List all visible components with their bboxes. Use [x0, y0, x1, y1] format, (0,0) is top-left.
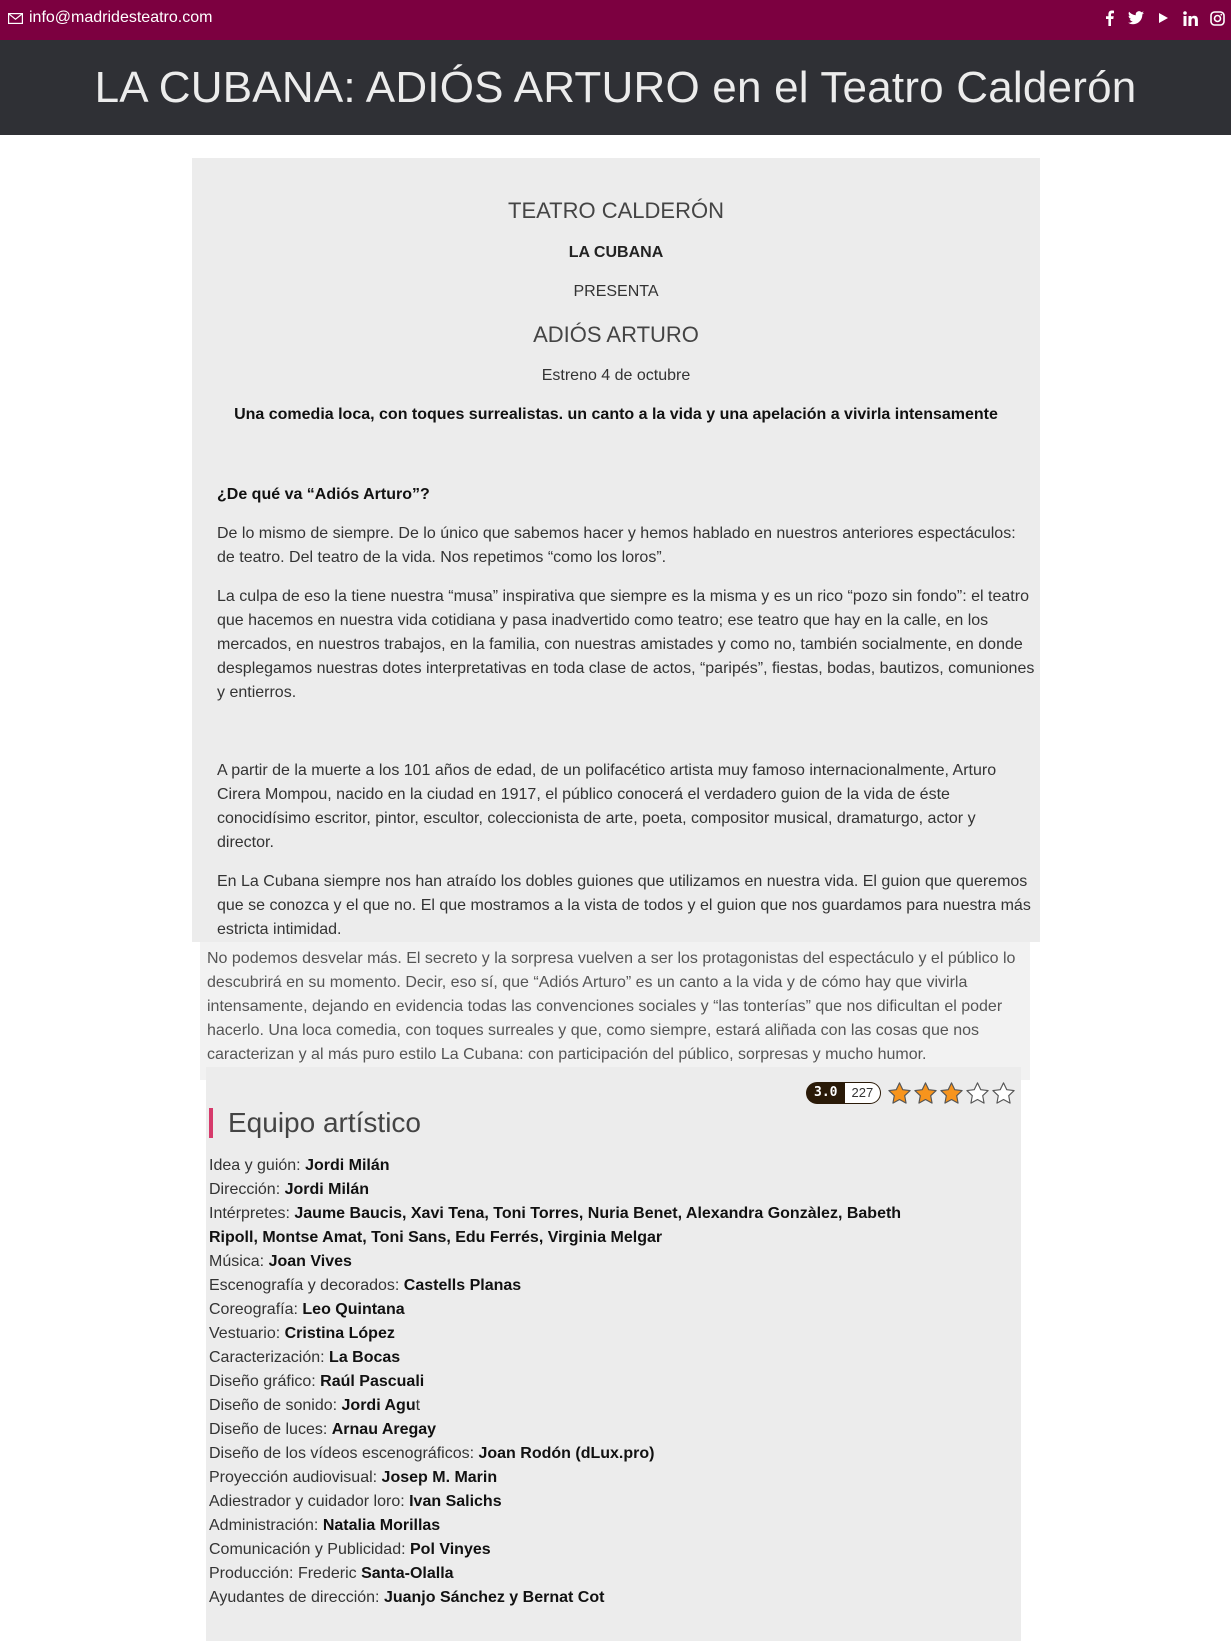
- company-name: LA CUBANA: [568, 244, 664, 261]
- youtube-icon[interactable]: [1155, 10, 1171, 26]
- article-panel: [192, 158, 1040, 942]
- credit-name: Ivan Salichs: [409, 1493, 502, 1510]
- closing-paragraph-box: [200, 942, 1030, 1080]
- credit-item: [209, 1370, 929, 1394]
- credit-item: [209, 1490, 929, 1514]
- rating-count: 227: [845, 1082, 881, 1104]
- credit-item: [209, 1514, 929, 1538]
- credit-item: [209, 1466, 929, 1490]
- facebook-icon[interactable]: [1101, 10, 1117, 26]
- email-text: info@madridesteatro.com: [29, 9, 213, 26]
- paragraph: No podemos desvelar más. El secreto y la sorpresa vuelven a ser los protagonistas del espectáculo y el público lo descubrirá en su momento. Decir, eso sí, que “Adiós Arturo” es un canto a la vida y de cómo hay que vivirla intensamente, dejando en evidencia todas las convenciones sociales y “las tonterías” que nos dificultan el poder hacerlo. Una loca comedia, con toques surreales y que, como siempre, estará aliñada con las cosas que nos caracterizan y al más puro estilo La Cubana: con participación del público, sorpresas y mucho humor.: [207, 950, 1016, 1063]
- top-bar: [0, 0, 1231, 40]
- presents-label: PRESENTA: [573, 283, 659, 300]
- credit-name: Castells Planas: [403, 1277, 522, 1294]
- credit-name: Jordi Milán: [305, 1157, 390, 1174]
- team-heading: Equipo artístico: [209, 1108, 421, 1138]
- credit-name: Jordi Milán: [284, 1181, 370, 1198]
- credit-item: [209, 1274, 929, 1298]
- credits-list: [209, 1154, 929, 1610]
- credit-item: [209, 1202, 929, 1250]
- credit-name: Natalia Morillas: [322, 1517, 441, 1534]
- paragraph: A partir de la muerte a los 101 años de edad, de un polifacético artista muy famoso internacionalmente, Arturo Cirera Mompou, nacido en la ciudad en 1917, el público conocerá el verdadero guion de la vida de éste conocidísimo escritor, pintor, escultor, coleccionista de arte, poeta, compositor musical, dramaturgo, actor y director.: [217, 762, 997, 851]
- paragraph: En La Cubana siempre nos han atraído los dobles guiones que utilizamos en nuestra vida. El guion que queremos que se conozca y el que no. El que mostramos a la vista de todos y el guion que nos guardamos para nuestra más estricta intimidad.: [217, 873, 1031, 938]
- credit-item: [209, 1322, 929, 1346]
- credit-role: Dirección:: [209, 1181, 285, 1198]
- credit-role: Proyección audiovisual:: [209, 1469, 382, 1486]
- rating-widget[interactable]: [806, 1081, 1016, 1105]
- credit-name: Joan Vives: [268, 1253, 352, 1270]
- credit-name: Santa-Olalla: [361, 1565, 454, 1582]
- credit-role: Comunicación y Publicidad:: [209, 1541, 410, 1558]
- star-rating[interactable]: [887, 1081, 1016, 1106]
- credit-role: Producción: Frederic: [209, 1565, 362, 1582]
- credit-role: Idea y guión:: [209, 1157, 306, 1174]
- credit-name: Juanjo Sánchez y Bernat Cot: [383, 1589, 605, 1606]
- credit-role: Escenografía y decorados:: [209, 1277, 404, 1294]
- page-header: [0, 40, 1231, 135]
- question-heading: ¿De qué va “Adiós Arturo”?: [217, 486, 430, 503]
- credit-item: [209, 1298, 929, 1322]
- credit-item: [209, 1418, 929, 1442]
- envelope-icon: [8, 13, 23, 24]
- credit-role: Caracterización:: [209, 1349, 330, 1366]
- credit-role: Diseño de los vídeos escenográficos:: [209, 1445, 479, 1462]
- credit-role: Ayudantes de dirección:: [209, 1589, 384, 1606]
- paragraph: De lo mismo de siempre. De lo único que sabemos hacer y hemos hablado en nuestros anteriores espectáculos: de teatro. Del teatro de la vida. Nos repetimos “como los loros”.: [217, 525, 1016, 566]
- credit-item: [209, 1154, 929, 1178]
- social-links: [1101, 0, 1225, 36]
- rating-score: 3.0: [806, 1082, 845, 1104]
- credit-item: [209, 1178, 929, 1202]
- twitter-icon[interactable]: [1128, 10, 1144, 26]
- credit-item: [209, 1442, 929, 1466]
- credit-name: Joan Rodón (dLux.pro): [478, 1445, 655, 1462]
- premiere-date: Estreno 4 de octubre: [541, 367, 691, 384]
- credit-role: Diseño gráfico:: [209, 1373, 321, 1390]
- star-empty-icon[interactable]: [991, 1081, 1016, 1106]
- credit-name: Arnau Aregay: [331, 1421, 437, 1438]
- credit-role: Diseño de sonido:: [209, 1397, 342, 1414]
- credit-name: Josep M. Marin: [381, 1469, 498, 1486]
- credit-role: Coreografía:: [209, 1301, 303, 1318]
- credit-name: Cristina López: [284, 1325, 395, 1342]
- credit-role: Intérpretes:: [209, 1205, 295, 1222]
- credit-role: Música:: [209, 1253, 269, 1270]
- credit-item: [209, 1538, 929, 1562]
- credit-item: [209, 1250, 929, 1274]
- credit-name-suffix: t: [415, 1397, 421, 1414]
- credit-item: [209, 1346, 929, 1370]
- credit-name: Jordi Agu: [341, 1397, 416, 1414]
- page-title: LA CUBANA: ADIÓS ARTURO en el Teatro Calderón: [94, 62, 1137, 112]
- star-filled-icon[interactable]: [887, 1081, 912, 1106]
- star-filled-icon[interactable]: [939, 1081, 964, 1106]
- tagline: Una comedia loca, con toques surrealistas. un canto a la vida y una apelación a vivirla intensamente: [234, 406, 998, 423]
- credit-name: Leo Quintana: [302, 1301, 405, 1318]
- credit-item: [209, 1586, 929, 1610]
- email-link[interactable]: [8, 0, 212, 36]
- show-title: ADIÓS ARTURO: [533, 322, 699, 347]
- instagram-icon[interactable]: [1209, 10, 1225, 26]
- credit-name: Raúl Pascuali: [320, 1373, 425, 1390]
- credit-name: La Bocas: [329, 1349, 401, 1366]
- theatre-name: TEATRO CALDERÓN: [508, 198, 724, 223]
- star-filled-icon[interactable]: [913, 1081, 938, 1106]
- credit-item: [209, 1562, 929, 1586]
- star-empty-icon[interactable]: [965, 1081, 990, 1106]
- credit-item: [209, 1394, 929, 1418]
- credit-role: Vestuario:: [209, 1325, 285, 1342]
- credit-role: Diseño de luces:: [209, 1421, 332, 1438]
- credit-name: Jaume Baucis, Xavi Tena, Toni Torres, Nuria Benet, Alexandra Gonzàlez, Babeth Ripoll, Montse Amat, Toni Sans, Edu Ferrés, Virginia Melgar: [209, 1205, 902, 1246]
- linkedin-icon[interactable]: [1182, 10, 1198, 26]
- credit-role: Adiestrador y cuidador loro:: [209, 1493, 410, 1510]
- credit-name: Pol Vinyes: [410, 1541, 491, 1558]
- paragraph: La culpa de eso la tiene nuestra “musa” inspirativa que siempre es la misma y es un rico “pozo sin fondo”: el teatro que hacemos en nuestra vida cotidiana y pasa inadvertido como teatro; ese teatro que hay en la calle, en los mercados, en nuestros trabajos, en la familia, con nuestras amistades y como no, también socialmente, en donde desplegamos nuestras dotes interpretativas en toda clase de actos, “paripés”, fiestas, bodas, bautizos, comuniones y entierros.: [217, 588, 1035, 701]
- credit-role: Administración:: [209, 1517, 323, 1534]
